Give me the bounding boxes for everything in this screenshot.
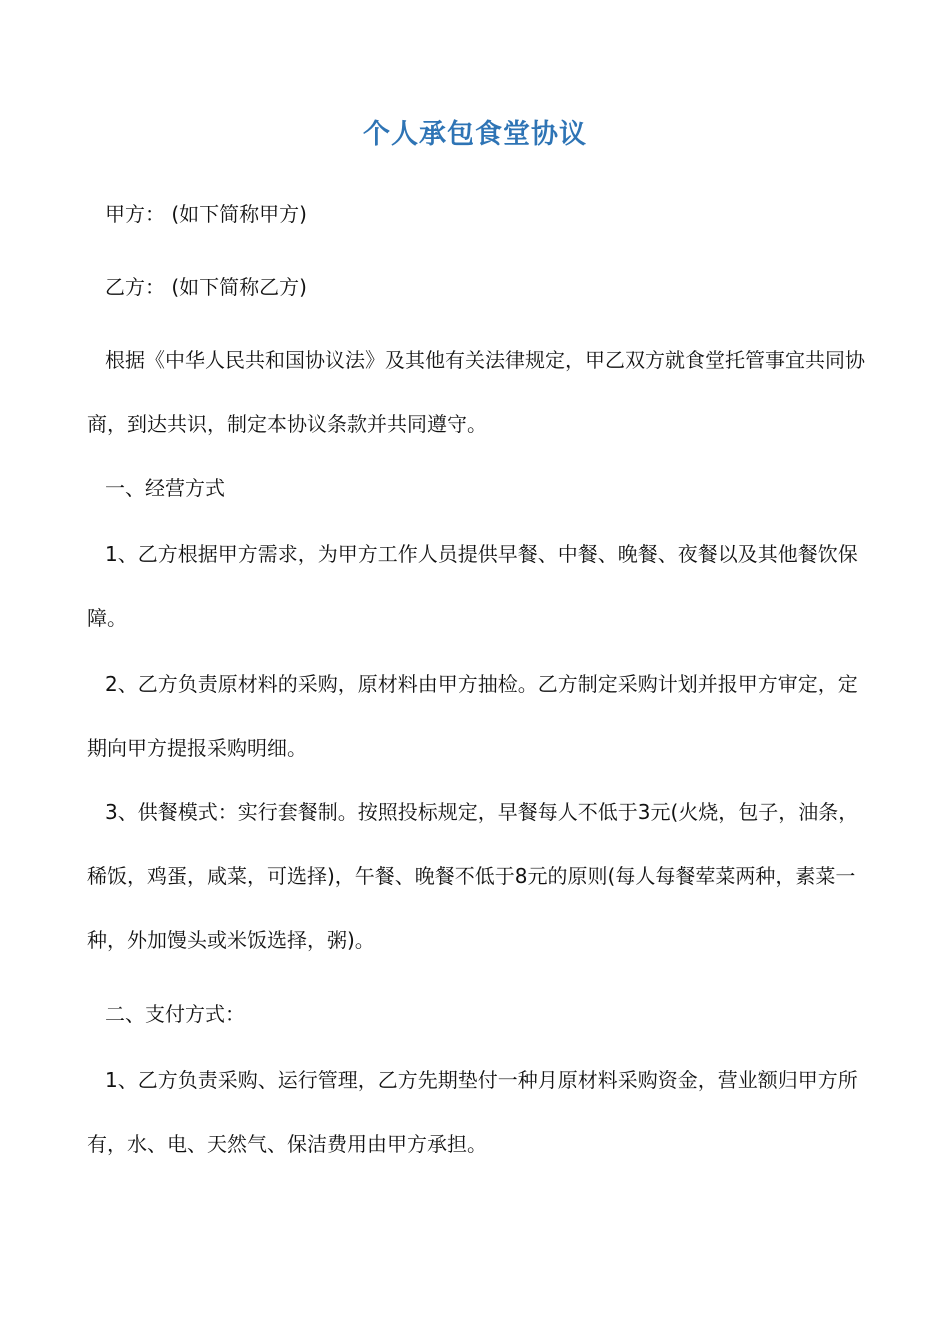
- clause-1-2: 2、乙方负责原材料的采购，原材料由甲方抽检。乙方制定采购计划并报甲方审定，定期向甲方提报采购明细。: [87, 672, 858, 760]
- section-heading-payment: 二、支付方式：: [105, 1002, 245, 1026]
- section-heading-operation: 一、经营方式: [105, 476, 225, 500]
- document-title: 个人承包食堂协议: [363, 119, 587, 150]
- clause-1-1: 1、乙方根据甲方需求，为甲方工作人员提供早餐、中餐、晚餐、夜餐以及其他餐饮保障。: [87, 542, 858, 630]
- clause-1-3: 3、供餐模式：实行套餐制。按照投标规定，早餐每人不低于3元(火烧，包子，油条，稀饭，鸡蛋，咸菜，可选择)，午餐、晚餐不低于8元的原则(每人每餐荤菜两种，素菜一种，外加馒头或米饭选择，粥)。: [87, 800, 859, 952]
- preamble-paragraph: 根据《中华人民共和国协议法》及其他有关法律规定，甲乙双方就食堂托管事宜共同协商，到达共识，制定本协议条款并共同遵守。: [87, 348, 865, 436]
- party-b-line: 乙方： (如下简称乙方): [105, 275, 307, 299]
- party-a-line: 甲方： (如下简称甲方): [105, 202, 307, 226]
- clause-2-1: 1、乙方负责采购、运行管理，乙方先期垫付一种月原材料采购资金，营业额归甲方所有，水、电、天然气、保洁费用由甲方承担。: [87, 1068, 858, 1156]
